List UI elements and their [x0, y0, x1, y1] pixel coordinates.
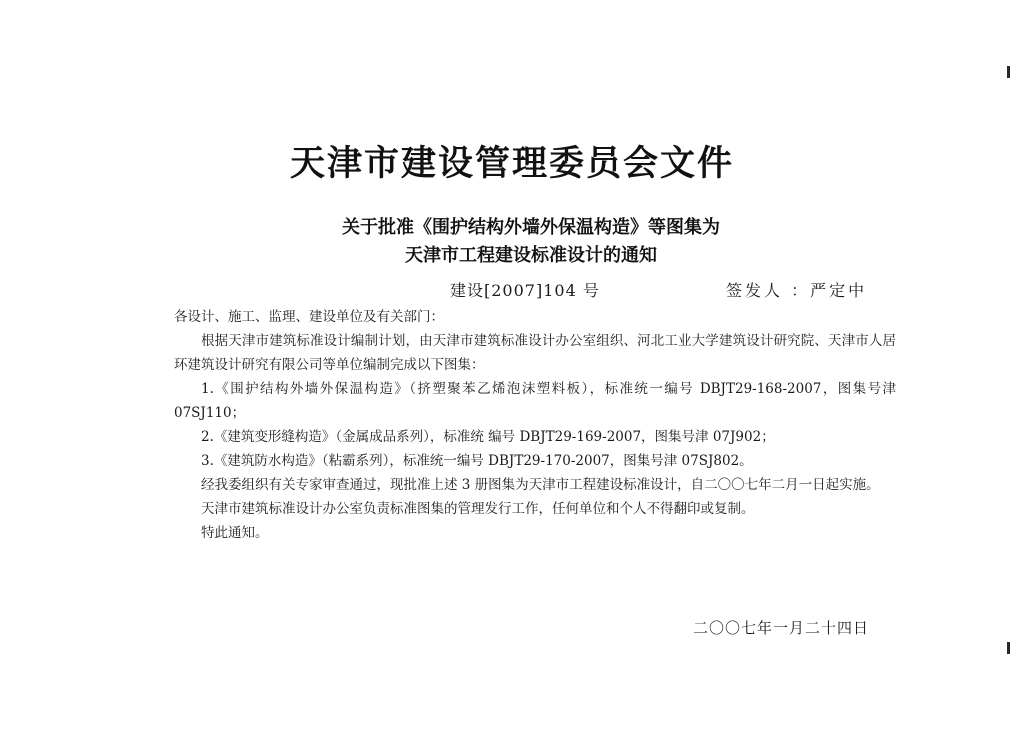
addressee: 各设计、施工、监理、建设单位及有关部门： [174, 309, 444, 325]
document-number: 建设[2007]104 号 [450, 281, 600, 300]
document-signer: 签发人 ：严定中 [726, 281, 868, 300]
list-item-1: 1.《围护结构外墙外保温构造》（挤塑聚苯乙烯泡沫塑料板），标准统一编号 DBJT29-168-2007，图集号津 07SJ110； [174, 381, 896, 421]
paragraph-intro: 根据天津市建筑标准设计编制计划，由天津市建筑标准设计办公室组织、河北工业大学建筑设计研究院、天津市人居环建筑设计研究有限公司等单位编制完成以下图集： [174, 333, 896, 373]
list-item-3: 3.《建筑防水构造》（粘霸系列），标准统一编号 DBJT29-170-2007，图集号津 07SJ802。 [201, 453, 753, 469]
scan-mark-top [1007, 66, 1010, 78]
document-date: 二〇〇七年一月二十四日 [693, 619, 870, 637]
document-body [174, 305, 896, 545]
paragraph-management: 天津市建筑标准设计办公室负责标准图集的管理发行工作，任何单位和个人不得翻印或复制。 [201, 501, 755, 517]
closing-line: 特此通知。 [201, 525, 269, 541]
list-item-2: 2.《建筑变形缝构造》（金属成品系列），标准统 编号 DBJT29-169-2007，图集号津 07J902； [201, 429, 775, 445]
document-header-title: 天津市建设管理委员会文件 [289, 144, 734, 184]
document-subject-line-2: 天津市工程建设标准设计的通知 [405, 245, 657, 266]
paragraph-approval: 经我委组织有关专家审查通过，现批准上述 3 册图集为天津市工程建设标准设计，自二〇〇七年二月一日起实施。 [201, 477, 880, 493]
scan-mark-bottom [1007, 642, 1010, 654]
document-subject-line-1: 关于批准《围护结构外墙外保温构造》等图集为 [342, 217, 720, 238]
